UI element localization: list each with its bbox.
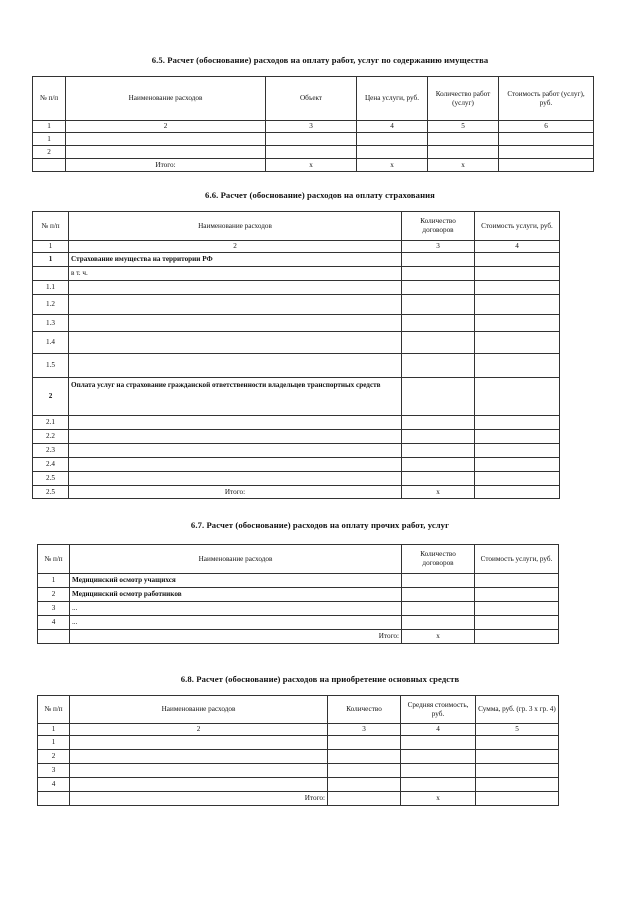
row-number: 2.3 xyxy=(33,444,69,458)
header-cell: Средняя стоимость, руб. xyxy=(401,696,476,724)
table-row xyxy=(33,253,560,267)
column-number: 2 xyxy=(66,121,266,133)
total-label: Итого: xyxy=(66,159,266,172)
row-number: 2.5 xyxy=(33,486,69,499)
header-cell: Количество договоров xyxy=(402,545,475,574)
table-header-row xyxy=(33,212,560,241)
table-row xyxy=(38,616,559,630)
column-number: 5 xyxy=(476,724,559,736)
total-label: Итого: xyxy=(69,486,402,499)
table-header-row xyxy=(38,696,559,724)
row-name: Медицинский осмотр работников xyxy=(70,588,402,602)
table-6-7 xyxy=(37,544,559,644)
column-number: 3 xyxy=(402,241,475,253)
row-number: 3 xyxy=(38,602,70,616)
header-cell: Стоимость услуги, руб. xyxy=(475,545,559,574)
row-number: 2 xyxy=(38,588,70,602)
header-cell: Сумма, руб. (гр. 3 х гр. 4) xyxy=(476,696,559,724)
table-row xyxy=(33,281,560,295)
header-cell: № п/п xyxy=(33,212,69,241)
header-cell: Наименование расходов xyxy=(70,545,402,574)
column-number: 3 xyxy=(266,121,357,133)
row-name: ... xyxy=(70,616,402,630)
total-label: Итого: xyxy=(70,630,402,644)
total-cell: х xyxy=(357,159,428,172)
column-number-row xyxy=(33,241,560,253)
row-number: 4 xyxy=(38,778,70,792)
row-name: в т. ч. xyxy=(69,267,402,281)
row-number: 1.3 xyxy=(33,315,69,332)
row-number: 2.4 xyxy=(33,458,69,472)
total-row xyxy=(38,792,559,806)
header-cell: № п/п xyxy=(38,696,70,724)
column-number: 2 xyxy=(70,724,328,736)
column-number: 4 xyxy=(401,724,476,736)
total-cell: х xyxy=(402,486,475,499)
row-number: 1 xyxy=(33,133,66,146)
row-number: 2.2 xyxy=(33,430,69,444)
total-cell: х xyxy=(401,792,476,806)
row-number: 2.1 xyxy=(33,416,69,430)
header-cell: Объект xyxy=(266,77,357,121)
row-number: 2 xyxy=(33,378,69,416)
column-number: 1 xyxy=(33,121,66,133)
table-row xyxy=(33,354,560,378)
total-cell: х xyxy=(428,159,499,172)
row-number: 1.4 xyxy=(33,332,69,354)
table-row xyxy=(33,472,560,486)
column-number: 5 xyxy=(428,121,499,133)
header-cell: Наименование расходов xyxy=(69,212,402,241)
section-6-6-title: 6.6. Расчет (обоснование) расходов на оплату страхования xyxy=(205,190,435,200)
table-row xyxy=(38,588,559,602)
total-row xyxy=(38,630,559,644)
table-row xyxy=(38,602,559,616)
column-number: 1 xyxy=(33,241,69,253)
table-row xyxy=(33,444,560,458)
row-number: 1 xyxy=(38,574,70,588)
table-6-8 xyxy=(37,695,559,806)
header-cell: Стоимость работ (услуг), руб. xyxy=(499,77,594,121)
row-number: 2.5 xyxy=(33,472,69,486)
row-number: 1 xyxy=(33,253,69,267)
column-number: 2 xyxy=(69,241,402,253)
table-header-row xyxy=(38,545,559,574)
row-number: 2 xyxy=(38,750,70,764)
column-number: 6 xyxy=(499,121,594,133)
table-header-row xyxy=(33,77,594,121)
table-6-5 xyxy=(32,76,594,172)
header-cell: Наименование расходов xyxy=(70,696,328,724)
header-cell: Наименование расходов xyxy=(66,77,266,121)
row-number: 1.2 xyxy=(33,295,69,315)
section-6-7-title: 6.7. Расчет (обоснование) расходов на оплату прочих работ, услуг xyxy=(190,520,450,530)
table-6-6 xyxy=(32,211,560,499)
header-cell: Количество работ (услуг) xyxy=(428,77,499,121)
row-number xyxy=(33,267,69,281)
column-number: 3 xyxy=(328,724,401,736)
header-cell: Цена услуги, руб. xyxy=(357,77,428,121)
row-number: 4 xyxy=(38,616,70,630)
table-row xyxy=(38,736,559,750)
column-number: 4 xyxy=(475,241,560,253)
table-row xyxy=(38,764,559,778)
row-number: 2 xyxy=(33,146,66,159)
row-number: 3 xyxy=(38,764,70,778)
total-cell: х xyxy=(266,159,357,172)
total-row xyxy=(33,159,594,172)
table-row xyxy=(33,146,594,159)
total-label: Итого: xyxy=(70,792,328,806)
table-row xyxy=(38,778,559,792)
row-name: Страхование имущества на территории РФ xyxy=(69,253,402,267)
table-row xyxy=(33,133,594,146)
column-number-row xyxy=(38,724,559,736)
table-row xyxy=(33,430,560,444)
section-6-8-title: 6.8. Расчет (обоснование) расходов на приобретение основных средств xyxy=(180,674,460,684)
table-row xyxy=(38,574,559,588)
row-name: Оплата услуг на страхование гражданской ответственности владельцев транспортных средств xyxy=(69,378,402,416)
header-cell: № п/п xyxy=(38,545,70,574)
table-row xyxy=(33,416,560,430)
header-cell: Количество договоров xyxy=(402,212,475,241)
column-number: 1 xyxy=(38,724,70,736)
table-row xyxy=(33,332,560,354)
row-name: ... xyxy=(70,602,402,616)
row-number: 1.1 xyxy=(33,281,69,295)
header-cell: № п/п xyxy=(33,77,66,121)
table-row xyxy=(33,458,560,472)
table-row xyxy=(38,750,559,764)
header-cell: Количество xyxy=(328,696,401,724)
table-row xyxy=(33,315,560,332)
column-number-row xyxy=(33,121,594,133)
table-row xyxy=(33,295,560,315)
column-number: 4 xyxy=(357,121,428,133)
row-number: 1.5 xyxy=(33,354,69,378)
row-name: Медицинский осмотр учащихся xyxy=(70,574,402,588)
header-cell: Стоимость услуги, руб. xyxy=(475,212,560,241)
total-row xyxy=(33,486,560,499)
section-6-5-title: 6.5. Расчет (обоснование) расходов на оплату работ, услуг по содержанию имущества xyxy=(151,55,489,65)
table-row xyxy=(33,267,560,281)
table-row xyxy=(33,378,560,416)
total-cell: х xyxy=(402,630,475,644)
row-number: 1 xyxy=(38,736,70,750)
